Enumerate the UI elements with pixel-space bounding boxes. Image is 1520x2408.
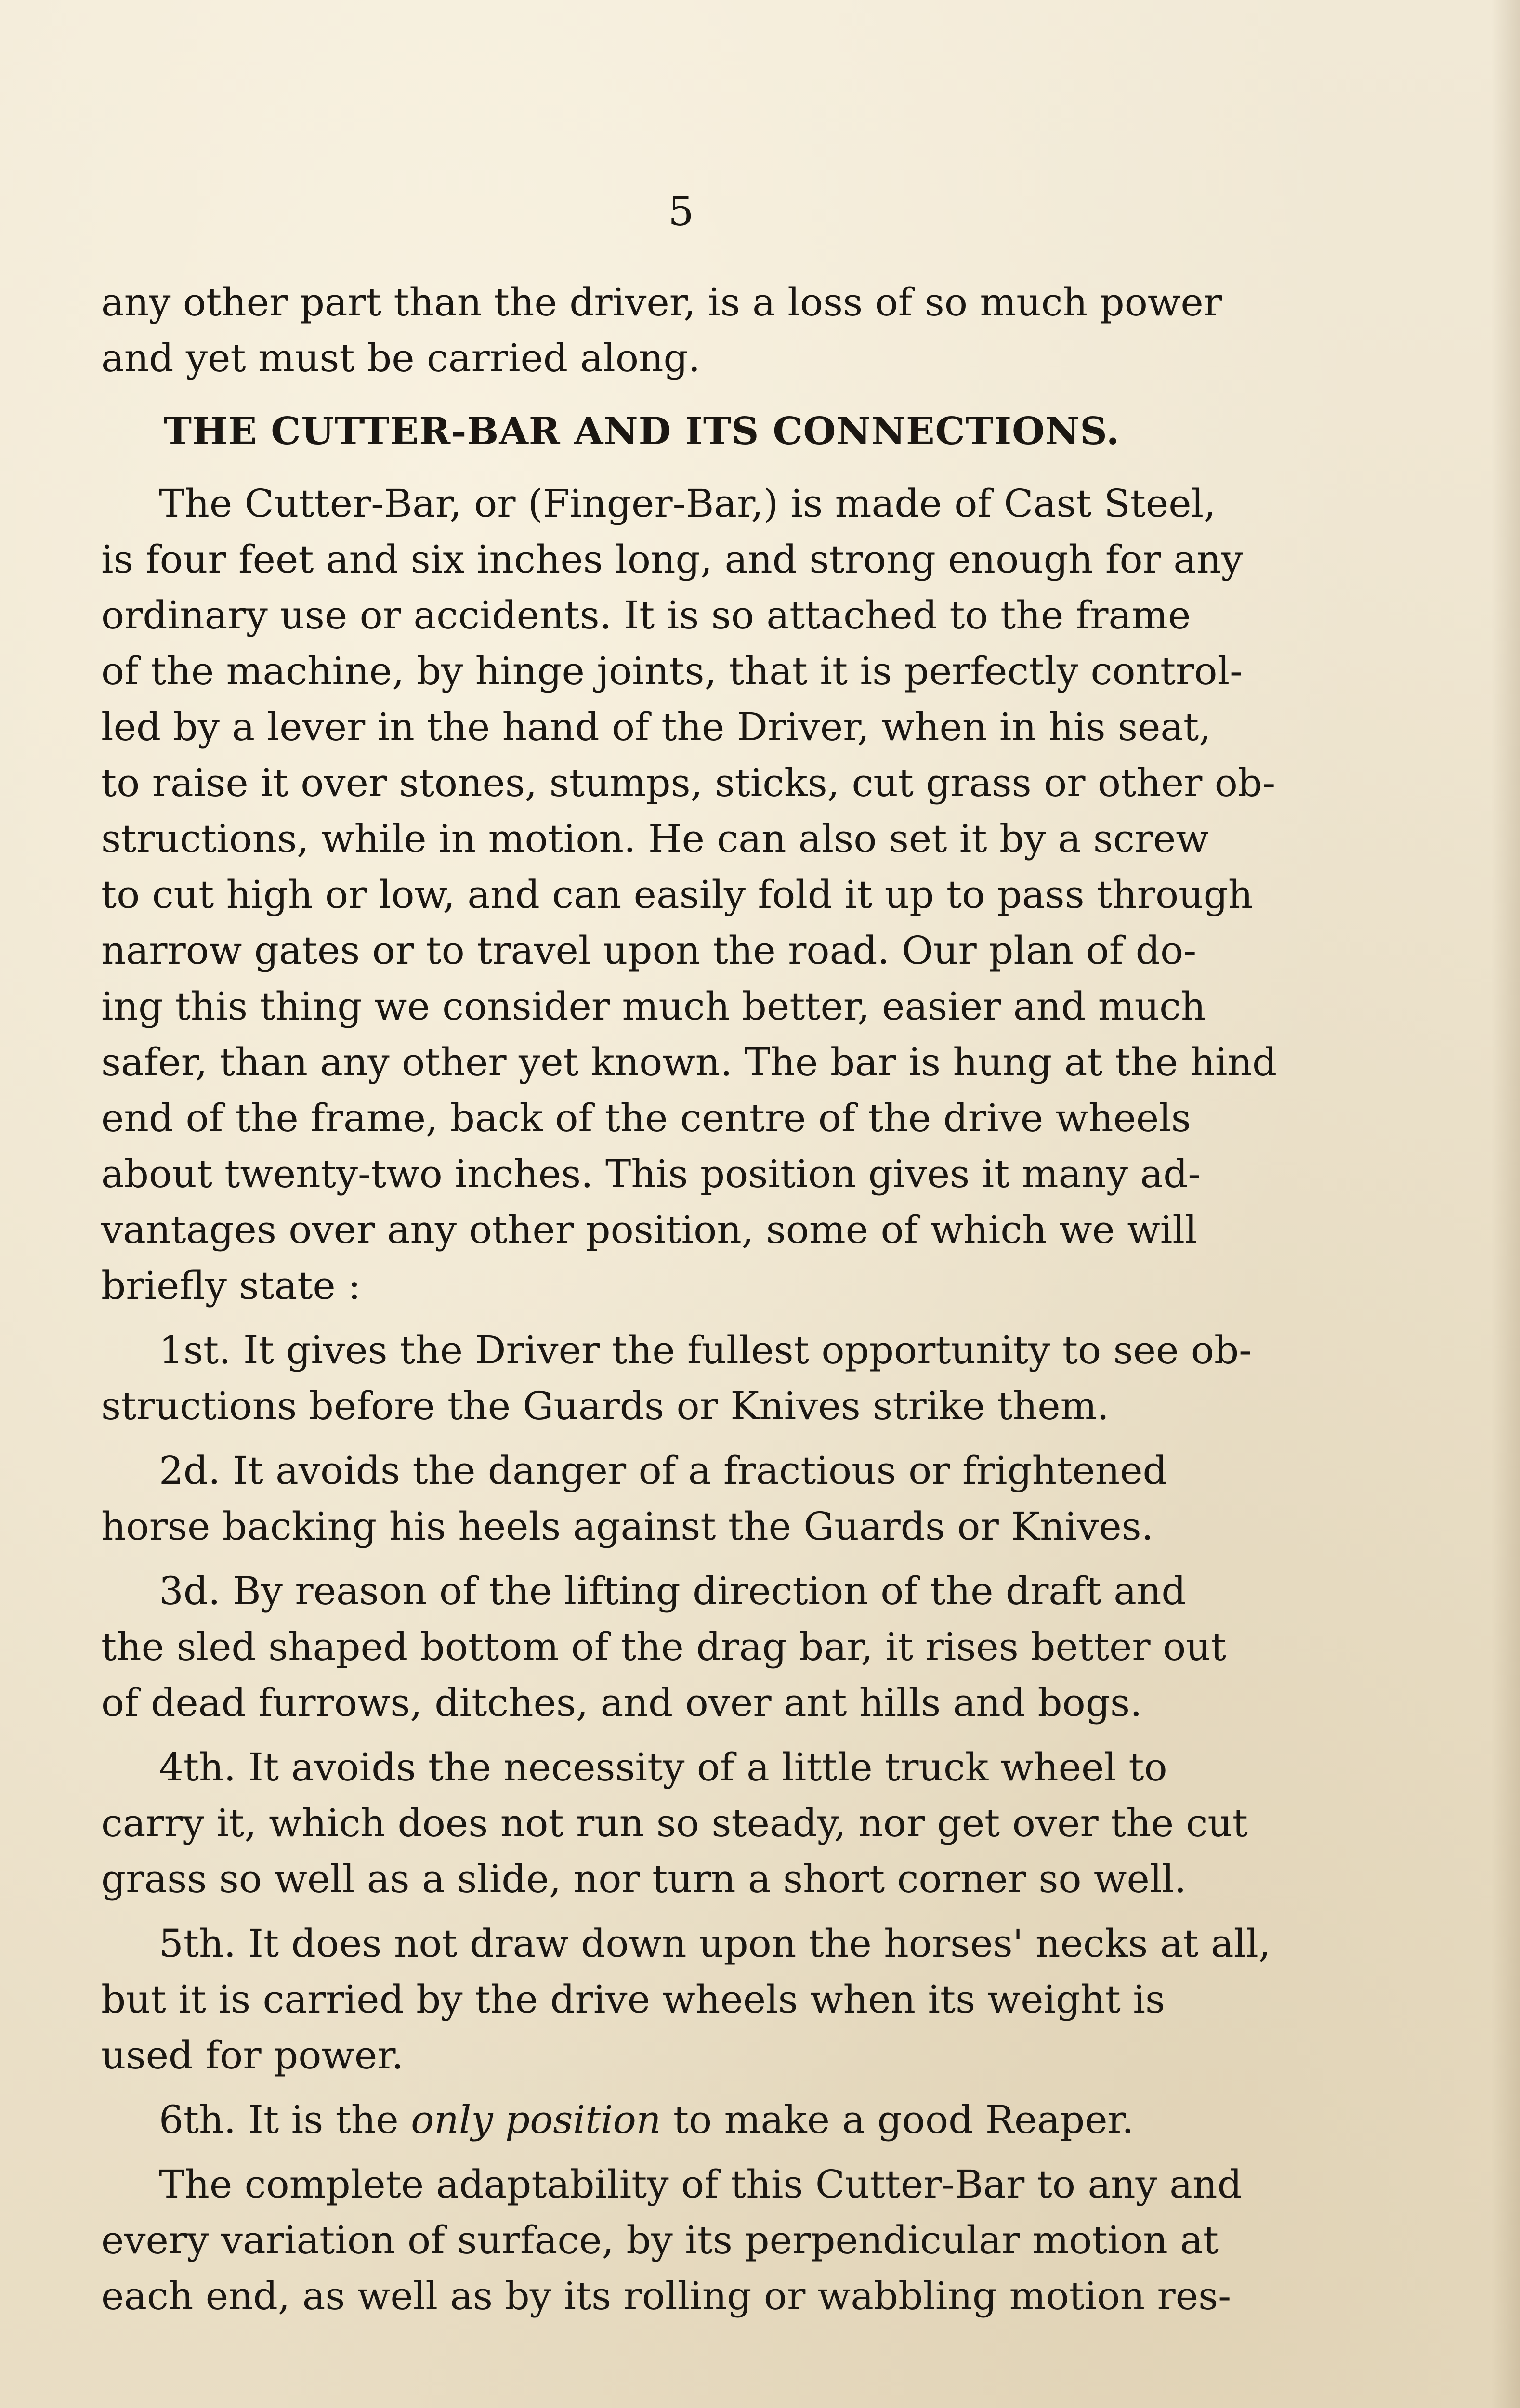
list-item-line: the sled shaped bottom of the drag bar, it rises better out (101, 1624, 1226, 1669)
paragraph-gap (101, 2083, 1296, 2092)
paragraph-gap (101, 1907, 1296, 1916)
body-text (101, 275, 1296, 2324)
list-item-line: 2d. It avoids the danger of a fractious or frightened (159, 1448, 1167, 1493)
list-item-line: carry it, which does not run so steady, nor get over the cut (101, 1801, 1248, 1845)
text-line: to cut high or low, and can easily fold it up to pass through (101, 872, 1253, 917)
list-item-line (101, 2092, 1296, 2148)
text-line: about twenty-two inches. This position gives it many ad- (101, 1152, 1201, 1196)
text-line: ing this thing we consider much better, easier and much (101, 984, 1206, 1029)
section-heading: THE CUTTER-BAR AND ITS CONNECTIONS. (164, 409, 1120, 453)
text-line: ordinary use or accidents. It is so attached to the frame (101, 593, 1191, 638)
list-item-line: grass so well as a slide, nor turn a short corner so well. (101, 1857, 1187, 1901)
list-item-line: of dead furrows, ditches, and over ant hills and bogs. (101, 1680, 1142, 1725)
list-item-line: but it is carried by the drive wheels when its weight is (101, 1977, 1166, 2022)
text-line: end of the frame, back of the centre of the drive wheels (101, 1096, 1191, 1140)
paragraph-gap (101, 1434, 1296, 1443)
page-edge-shadow (1491, 0, 1520, 2408)
text-line: briefly state : (101, 1263, 361, 1308)
paragraph-gap (101, 1555, 1296, 1563)
paragraph-gap (101, 1731, 1296, 1740)
text-line: of the machine, by hinge joints, that it is perfectly control- (101, 649, 1243, 694)
list-item-line: 3d. By reason of the lifting direction of the draft and (159, 1569, 1186, 1613)
list-item-line: 4th. It avoids the necessity of a little truck wheel to (159, 1745, 1167, 1790)
text-line: to raise it over stones, stumps, sticks, cut grass or other ob- (101, 760, 1276, 805)
text-line: led by a lever in the hand of the Driver, when in his seat, (101, 705, 1211, 749)
paragraph-gap (101, 1314, 1296, 1322)
text-line: structions, while in motion. He can also set it by a screw (101, 816, 1209, 861)
text-line: each end, as well as by its rolling or wabbling motion res- (101, 2274, 1232, 2318)
text-line: safer, than any other yet known. The bar is hung at the hind (101, 1040, 1277, 1085)
list-item-line: 5th. It does not draw down upon the horses' necks at all, (159, 1921, 1271, 1966)
text-line: and yet must be carried along. (101, 336, 701, 380)
item6-emphasis: only position (411, 2097, 661, 2142)
text-line: narrow gates or to travel upon the road. Our plan of do- (101, 928, 1197, 973)
text-line: vantages over any other position, some of which we will (101, 1207, 1197, 1252)
text-line: The Cutter-Bar, or (Finger-Bar,) is made of Cast Steel, (159, 481, 1216, 526)
text-line: every variation of surface, by its perpendicular motion at (101, 2218, 1219, 2263)
list-item-line: structions before the Guards or Knives strike them. (101, 1384, 1109, 1428)
list-item-line: 1st. It gives the Driver the fullest opportunity to see ob- (159, 1328, 1252, 1373)
text-line: The complete adaptability of this Cutter-Bar to any and (159, 2162, 1242, 2207)
list-item-line: used for power. (101, 2033, 404, 2078)
page-number: 5 (668, 188, 695, 235)
text-line: is four feet and six inches long, and strong enough for any (101, 537, 1243, 582)
item6-lead: 6th. It is the (159, 2097, 411, 2142)
text-line: any other part than the driver, is a loss of so much power (101, 280, 1222, 325)
item6-tail: to make a good Reaper. (661, 2097, 1134, 2142)
paragraph-gap (101, 2148, 1296, 2157)
list-item-line: horse backing his heels against the Guards or Knives. (101, 1504, 1154, 1549)
